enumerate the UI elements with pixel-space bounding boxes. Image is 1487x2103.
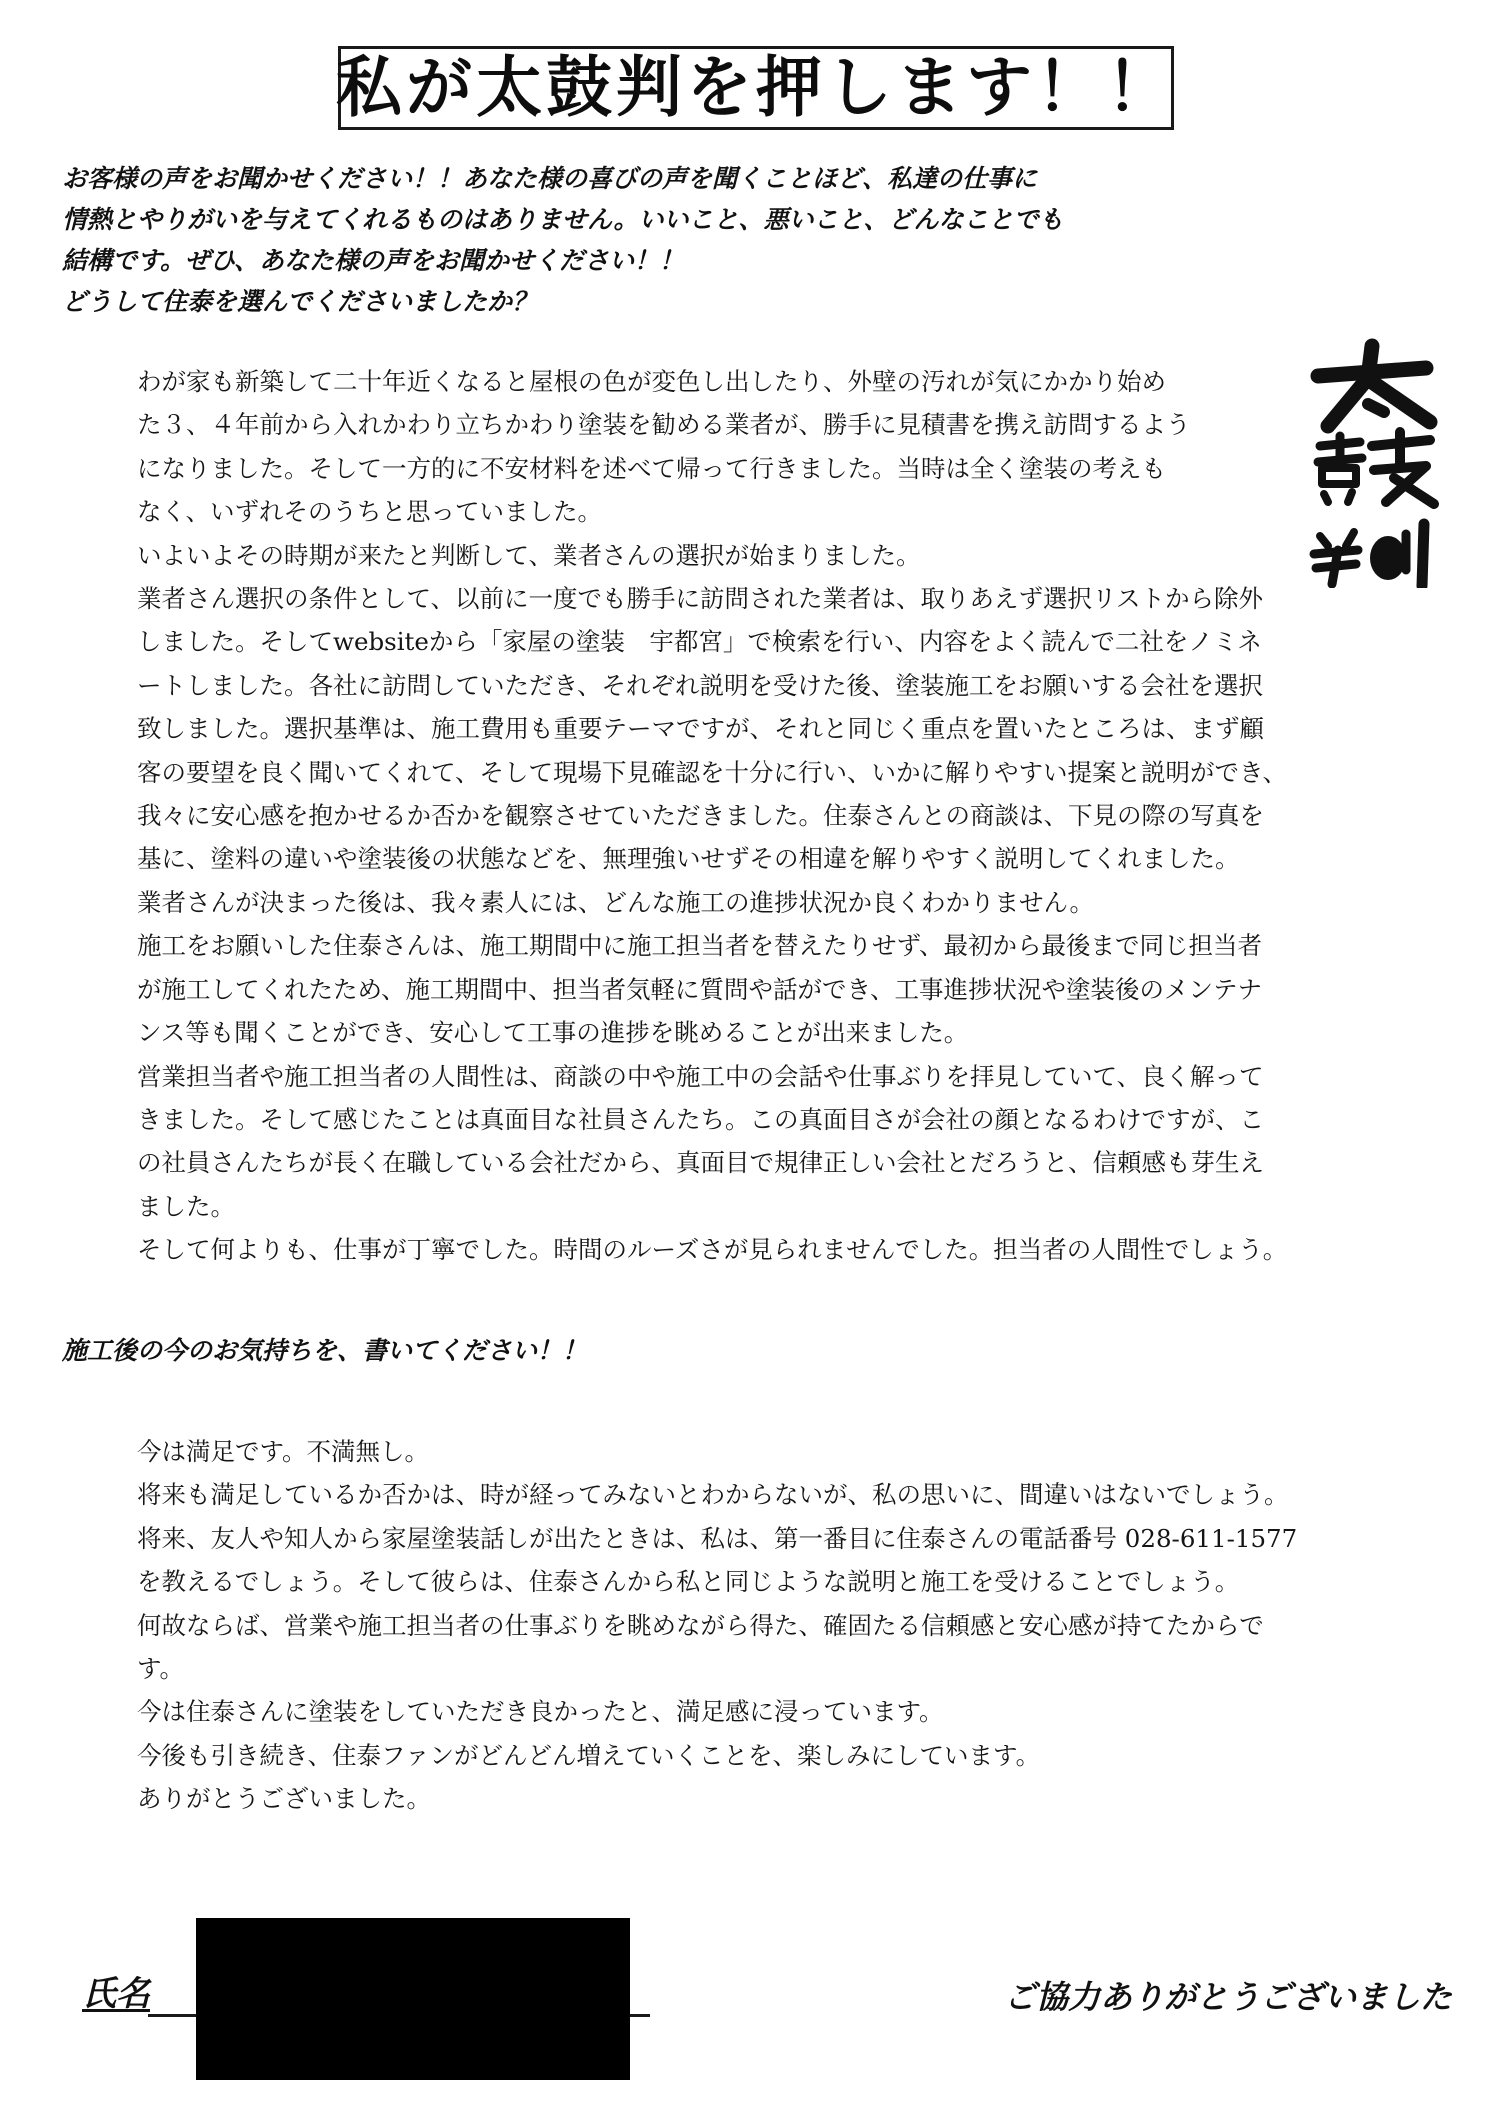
answer-1-line: いよいよその時期が来たと判断して、業者さんの選択が始まりました。 bbox=[137, 540, 921, 570]
answer-1-line: ました。 bbox=[137, 1191, 235, 1221]
seal-stamp-icon bbox=[1298, 338, 1448, 588]
page-title: 私が太鼓判を押します！！ bbox=[336, 49, 1176, 126]
answer-2-line: 何故ならば、営業や施工担当者の仕事ぶりを眺めながら得た、確固たる信頼感と安心感が持てたからで bbox=[137, 1610, 1264, 1640]
answer-2-line: 将来、友人や知人から家屋塗装話しが出たときは、私は、第一番目に住泰さんの電話番号 028-611-1577 bbox=[137, 1523, 1298, 1553]
answer-1-line: が施工してくれたため、施工期間中、担当者気軽に質問や話ができ、工事進捗状況や塗装後のメンテナ bbox=[137, 974, 1263, 1004]
answer-1-line: わが家も新築して二十年近くなると屋根の色が変色し出したり、外壁の汚れが気にかかり始め bbox=[137, 367, 1166, 396]
question-2-line: 施工後の今のお気持ちを、書いてください！！ bbox=[62, 1336, 588, 1365]
answer-1-line: なく、いずれそのうちと思っていました。 bbox=[137, 497, 603, 527]
answer-2-line: 今後も引き続き、住泰ファンがどんどん増えていくことを、楽しみにしています。 bbox=[137, 1740, 1041, 1770]
answer-1-line: の社員さんたちが長く在職している会社だから、真面目で規律正しい会社とだろうと、信頼感も芽生え bbox=[137, 1148, 1264, 1178]
answer-2-line: す。 bbox=[137, 1654, 185, 1684]
answer-2-line: 将来も満足しているか否かは、時が経ってみないとわからないが、私の思いに、間違いはないでしょう。 bbox=[137, 1480, 1289, 1510]
answer-2-line: 今は満足です。不満無し。 bbox=[137, 1437, 430, 1466]
answer-1-line: 施工をお願いした住泰さんは、施工期間中に施工担当者を替えたりせず、最初から最後まで同じ担当者 bbox=[137, 931, 1263, 961]
answer-1-line: きました。そして感じたことは真面目な社員さんたち。この真面目さが会社の顔となるわけですが、こ bbox=[137, 1104, 1264, 1134]
name-redaction-block bbox=[196, 1918, 630, 2080]
answer-2 bbox=[137, 1430, 1297, 1821]
name-label: 氏名 bbox=[82, 1974, 150, 2014]
answer-1-line: 我々に安心感を抱かせるか否かを観察させていただきました。住泰さんとの商談は、下見の際の写真を bbox=[137, 801, 1264, 831]
answer-1-line: 致しました。選択基準は、施工費用も重要テーマですが、それと同じく重点を置いたところは、まず顧 bbox=[137, 714, 1264, 744]
answer-1-line: 基に、塗料の違いや塗装後の状態などを、無理強いせずその相違を解りやすく説明してくれました。 bbox=[137, 844, 1240, 874]
answer-1-line: になりました。そして一方的に不安材料を述べて帰って行きました。当時は全く塗装の考えも bbox=[137, 453, 1166, 483]
question-1-line: どうして住泰を選んでくださいましたか？ bbox=[62, 287, 538, 316]
question-2 bbox=[62, 1330, 587, 1371]
seal-stamp bbox=[1298, 338, 1448, 588]
answer-2-line: 今は住泰さんに塗装をしていただき良かったと、満足感に浸っています。 bbox=[137, 1697, 944, 1727]
question-1-line: 結構です。ぜひ、あなた様の声をお聞かせください！！ bbox=[62, 246, 685, 275]
question-1 bbox=[62, 158, 1064, 322]
answer-1-line: ートしました。各社に訪問していただき、それぞれ説明を受けた後、塗装施工をお願いする会社を選択 bbox=[137, 670, 1264, 700]
answer-1-line: 客の要望を良く聞いてくれて、そして現場下見確認を十分に行い、いかに解りやすい提案と説明ができ、 bbox=[137, 757, 1288, 787]
answer-1-line: しました。そしてwebsiteから「家屋の塗装 宇都宮」で検索を行い、内容をよく読んで二社をノミネ bbox=[137, 627, 1262, 657]
answer-1-line: 業者さん選択の条件として、以前に一度でも勝手に訪問された業者は、取りあえず選択リストから除外 bbox=[137, 584, 1264, 614]
answer-1-line: た３、４年前から入れかわり立ちかわり塗装を勧める業者が、勝手に見積書を携え訪問するよう bbox=[137, 410, 1191, 440]
signature-row bbox=[82, 1950, 1452, 2070]
title-box bbox=[338, 46, 1174, 130]
answer-1 bbox=[137, 360, 1287, 1272]
answer-2-line: を教えるでしょう。そして彼らは、住泰さんから私と同じような説明と施工を受けることでしょう。 bbox=[137, 1567, 1240, 1597]
question-1-line: 情熱とやりがいを与えてくれるものはありません。いいこと、悪いこと、どんなことでも bbox=[62, 205, 1064, 234]
answer-1-line: そして何よりも、仕事が丁寧でした。時間のルーズさが見られませんでした。担当者の人間性でしょう。 bbox=[137, 1235, 1288, 1265]
answer-2-line: ありがとうございました。 bbox=[137, 1784, 431, 1814]
question-1-line: お客様の声をお聞かせください！！あなた様の喜びの声を聞くことほど、私達の仕事に bbox=[62, 164, 1038, 193]
answer-1-line: 業者さんが決まった後は、我々素人には、どんな施工の進捗状況か良くわかりません。 bbox=[137, 887, 1094, 917]
answer-1-line: 営業担当者や施工担当者の人間性は、商談の中や施工中の会話や仕事ぶりを拝見していて、良く解って bbox=[137, 1061, 1264, 1091]
closing-thanks: ご協力ありがとうございました bbox=[1003, 1978, 1452, 2016]
answer-1-line: ンス等も聞くことができ、安心して工事の進捗を眺めることが出来ました。 bbox=[137, 1018, 969, 1048]
